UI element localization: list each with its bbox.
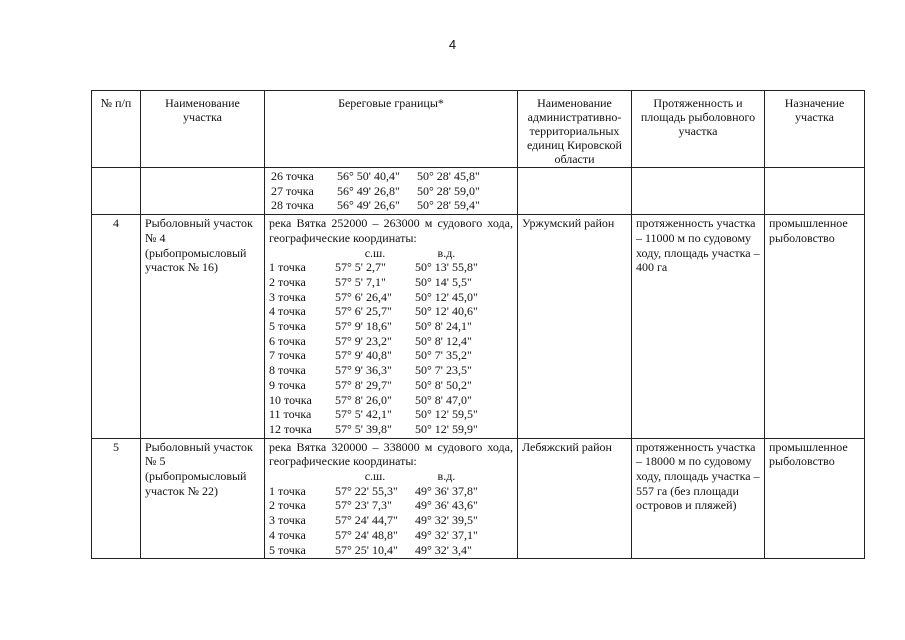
point-label: 3 точка [269,513,306,528]
extent-area: протяженность участка – 11000 м по судовому ходу, площадь участка – 400 га [632,215,765,439]
coordinate-row [269,348,478,363]
header-boundaries: Береговые границы* [265,91,518,168]
point-label: 4 точка [269,304,306,319]
latitude: 57° 22' 55,3" [335,483,398,498]
coordinate-row [271,169,480,184]
longitude: 50° 28' 45,8" [417,169,480,183]
coordinate-row [269,498,478,513]
latitude: 56° 49' 26,8" [337,183,400,198]
longitude: 50° 8' 24,1" [415,319,472,334]
area-name: Рыболовный участок № 4 (рыбопромысловый участок № 16) [141,215,265,439]
point-label: 26 точка [271,169,314,183]
longitude: 49° 32' 39,5" [415,513,478,528]
longitude: 50° 7' 35,2" [415,348,472,363]
longitude: 49° 36' 37,8" [415,483,478,498]
boundary-description: река Вятка 320000 – 338000 м судового хода, географические координаты: [269,439,513,469]
coordinate-row [269,513,478,528]
coordinate-row [269,378,478,393]
longitude: 50° 8' 12,4" [415,333,472,348]
coord-header-spacer [269,469,335,484]
coord-header-row [269,469,478,484]
latitude: 57° 5' 2,7" [335,260,386,275]
longitude: 50° 7' 23,5" [415,363,472,378]
continuation-row [92,168,865,215]
coord-header-lon: в.д. [437,245,456,260]
coordinates-list [269,246,478,437]
latitude: 57° 5' 7,1" [335,274,386,289]
latitude: 57° 9' 36,3" [335,363,392,378]
latitude: 56° 50' 40,4" [337,169,400,183]
point-label: 4 точка [269,527,306,542]
coordinate-row [269,393,478,408]
coord-header-lon: в.д. [437,469,456,484]
coord-header-spacer [269,246,335,261]
point-label: 2 точка [269,498,306,513]
point-label: 27 точка [271,183,314,198]
point-label: 11 точка [269,407,312,422]
longitude: 50° 28' 59,0" [417,183,480,198]
longitude: 50° 14' 5,5" [415,274,472,289]
header-name: Наименование участка [141,91,265,168]
latitude: 57° 25' 10,4" [335,542,398,557]
point-label: 5 точка [269,542,306,557]
latitude: 57° 9' 18,6" [335,319,392,334]
district-name: Лебяжский район [518,438,632,559]
area-purpose: промышленное рыболовство [765,215,865,439]
latitude: 57° 5' 42,1" [335,407,392,422]
row-number: 5 [92,438,141,559]
latitude: 57° 23' 7,3" [335,498,392,513]
latitude: 57° 24' 48,8" [335,527,398,542]
point-label: 10 точка [269,392,312,407]
longitude: 50° 12' 40,6" [415,304,478,319]
longitude: 50° 12' 45,0" [415,289,478,304]
latitude: 57° 5' 39,8" [335,421,392,436]
area-purpose: промышленное рыболовство [765,438,865,559]
point-label: 1 точка [269,483,306,498]
latitude: 57° 9' 40,8" [335,348,392,363]
continued-points-list [271,169,480,213]
coordinate-row [269,319,478,334]
header-purpose: Назначение участка [765,91,865,168]
coordinate-row [269,407,478,422]
table-row [92,215,865,439]
point-label: 7 точка [269,348,306,363]
latitude: 56° 49' 26,6" [337,198,400,213]
header-row [92,91,865,168]
coord-header-row [269,246,478,261]
header-district: Наименование административно-территориальных единиц Кировской области [518,91,632,168]
coordinate-row [269,304,478,319]
latitude: 57° 6' 26,4" [335,289,392,304]
point-label: 6 точка [269,333,306,348]
latitude: 57° 8' 26,0" [335,392,392,407]
latitude: 57° 24' 44,7" [335,513,398,528]
row-number: 4 [92,215,141,439]
coordinates-list [269,469,478,557]
point-label: 5 точка [269,319,306,334]
coordinate-row [269,528,478,543]
point-label: 28 точка [271,198,314,213]
latitude: 57° 9' 23,2" [335,333,392,348]
page-number: 4 [448,37,457,52]
longitude: 50° 12' 59,5" [415,407,478,422]
point-label: 9 точка [269,377,306,392]
coordinate-row [269,543,478,558]
point-label: 1 точка [269,260,306,275]
boundary-description: река Вятка 252000 – 263000 м судового хода, географические координаты: [269,216,513,245]
point-label: 2 точка [269,274,306,289]
coord-header-lat: с.ш. [364,245,386,260]
latitude: 57° 8' 29,7" [335,377,392,392]
coordinate-row [271,198,480,213]
longitude: 50° 8' 50,2" [415,377,472,392]
coordinate-row [271,184,480,199]
longitude: 50° 12' 59,9" [415,421,478,436]
point-label: 3 точка [269,289,306,304]
longitude: 49° 32' 37,1" [415,527,478,542]
coordinate-row [269,484,478,499]
latitude: 57° 6' 25,7" [335,304,392,319]
longitude: 50° 28' 59,4" [417,198,480,213]
coordinate-row [269,334,478,349]
header-num: № п/п [92,91,141,168]
longitude: 49° 36' 43,6" [415,498,478,513]
longitude: 50° 8' 47,0" [415,392,472,407]
coordinate-row [269,290,478,305]
coordinate-row [269,363,478,378]
longitude: 50° 13' 55,8" [415,260,478,275]
area-name: Рыболовный участок № 5 (рыбопромысловый участок № 22) [141,438,265,559]
longitude: 49° 32' 3,4" [415,542,472,557]
coordinate-row [269,422,478,437]
point-label: 12 точка [269,421,312,436]
table-row [92,438,865,559]
coord-header-lat: с.ш. [364,469,386,484]
coordinate-row [269,275,478,290]
header-extent: Протяженность и площадь рыболовного участка [632,91,765,168]
coordinate-row [269,260,478,275]
extent-area: протяженность участка – 18000 м по судовому ходу, площадь участка – 557 га (без площади островов и пляжей) [632,438,765,559]
district-name: Уржумский район [518,215,632,439]
fishing-areas-table [91,90,865,559]
point-label: 8 точка [269,363,306,378]
